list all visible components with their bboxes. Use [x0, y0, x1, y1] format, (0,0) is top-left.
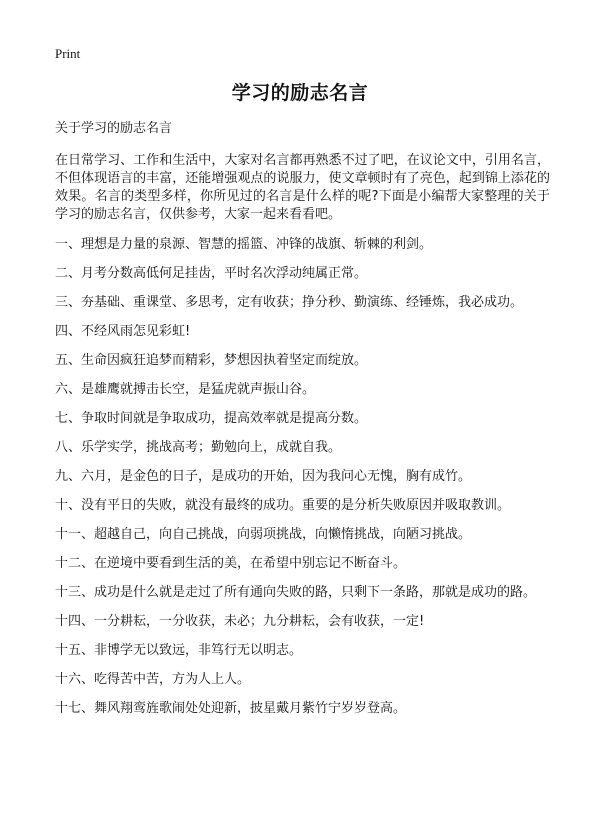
article-subtitle: 关于学习的励志名言	[55, 121, 173, 136]
quote-item: 十五、非博学无以致远，非笃行无以明志。	[55, 643, 303, 658]
quote-item: 十六、吃得苦中苦，方为人上人。	[55, 672, 251, 687]
quote-item: 一、理想是力量的泉源、智慧的摇篮、冲锋的战旗、斩棘的利剑。	[55, 237, 433, 252]
quote-item: 八、乐学实学，挑战高考；勤勉向上，成就自我。	[55, 440, 342, 455]
quote-item: 九、六月，是金色的日子，是成功的开始，因为我问心无愧，胸有成竹。	[55, 469, 472, 484]
quote-item: 五、生命因疯狂追梦而精彩，梦想因执着坚定而绽放。	[55, 353, 368, 368]
quote-item: 十七、舞风翔鸾旌歌闹处处迎新，披星戴月紫竹宁岁岁登高。	[55, 701, 407, 716]
quote-item: 四、不经风雨怎见彩虹!	[55, 324, 191, 339]
intro-paragraph: 在日常学习、工作和生活中，大家对名言都再熟悉不过了吧，在议论文中，引用名言，不但体现语言的丰富，还能增强观点的说服力，使文章顿时有了亮色，起到锦上添花的效果。名言的类型多样，你所见过的名言是什么样的呢?下面是小编帮大家整理的关于学习的励志名言，仅供参考，大家一起来看看吧。	[55, 153, 550, 222]
quote-item: 二、月考分数高低何足挂齿，平时名次浮动纯属正常。	[55, 266, 368, 281]
quote-item: 六、是雄鹰就搏击长空，是猛虎就声振山谷。	[55, 382, 316, 397]
quote-item: 十、没有平日的失败，就没有最终的成功。重要的是分析失败原因并吸取教训。	[55, 498, 511, 513]
print-link[interactable]: Print	[55, 46, 81, 61]
quote-item: 十二、在逆境中要看到生活的美，在希望中别忘记不断奋斗。	[55, 556, 407, 571]
quote-item: 七、争取时间就是争取成功，提高效率就是提高分数。	[55, 411, 368, 426]
quote-item: 三、夯基础、重课堂、多思考，定有收获；挣分秒、勤演练、经锤炼，我必成功。	[55, 295, 524, 310]
quote-item: 十四、一分耕耘，一分收获，未必；九分耕耘，会有收获，一定!	[55, 614, 425, 629]
quote-item: 十三、成功是什么就是走过了所有通向失败的路，只剩下一条路，那就是成功的路。	[55, 585, 537, 600]
quote-item: 十一、超越自己，向自己挑战，向弱项挑战，向懒惰挑战，向陋习挑战。	[55, 527, 472, 542]
article-body	[55, 120, 550, 729]
page-title: 学习的励志名言	[231, 82, 369, 104]
